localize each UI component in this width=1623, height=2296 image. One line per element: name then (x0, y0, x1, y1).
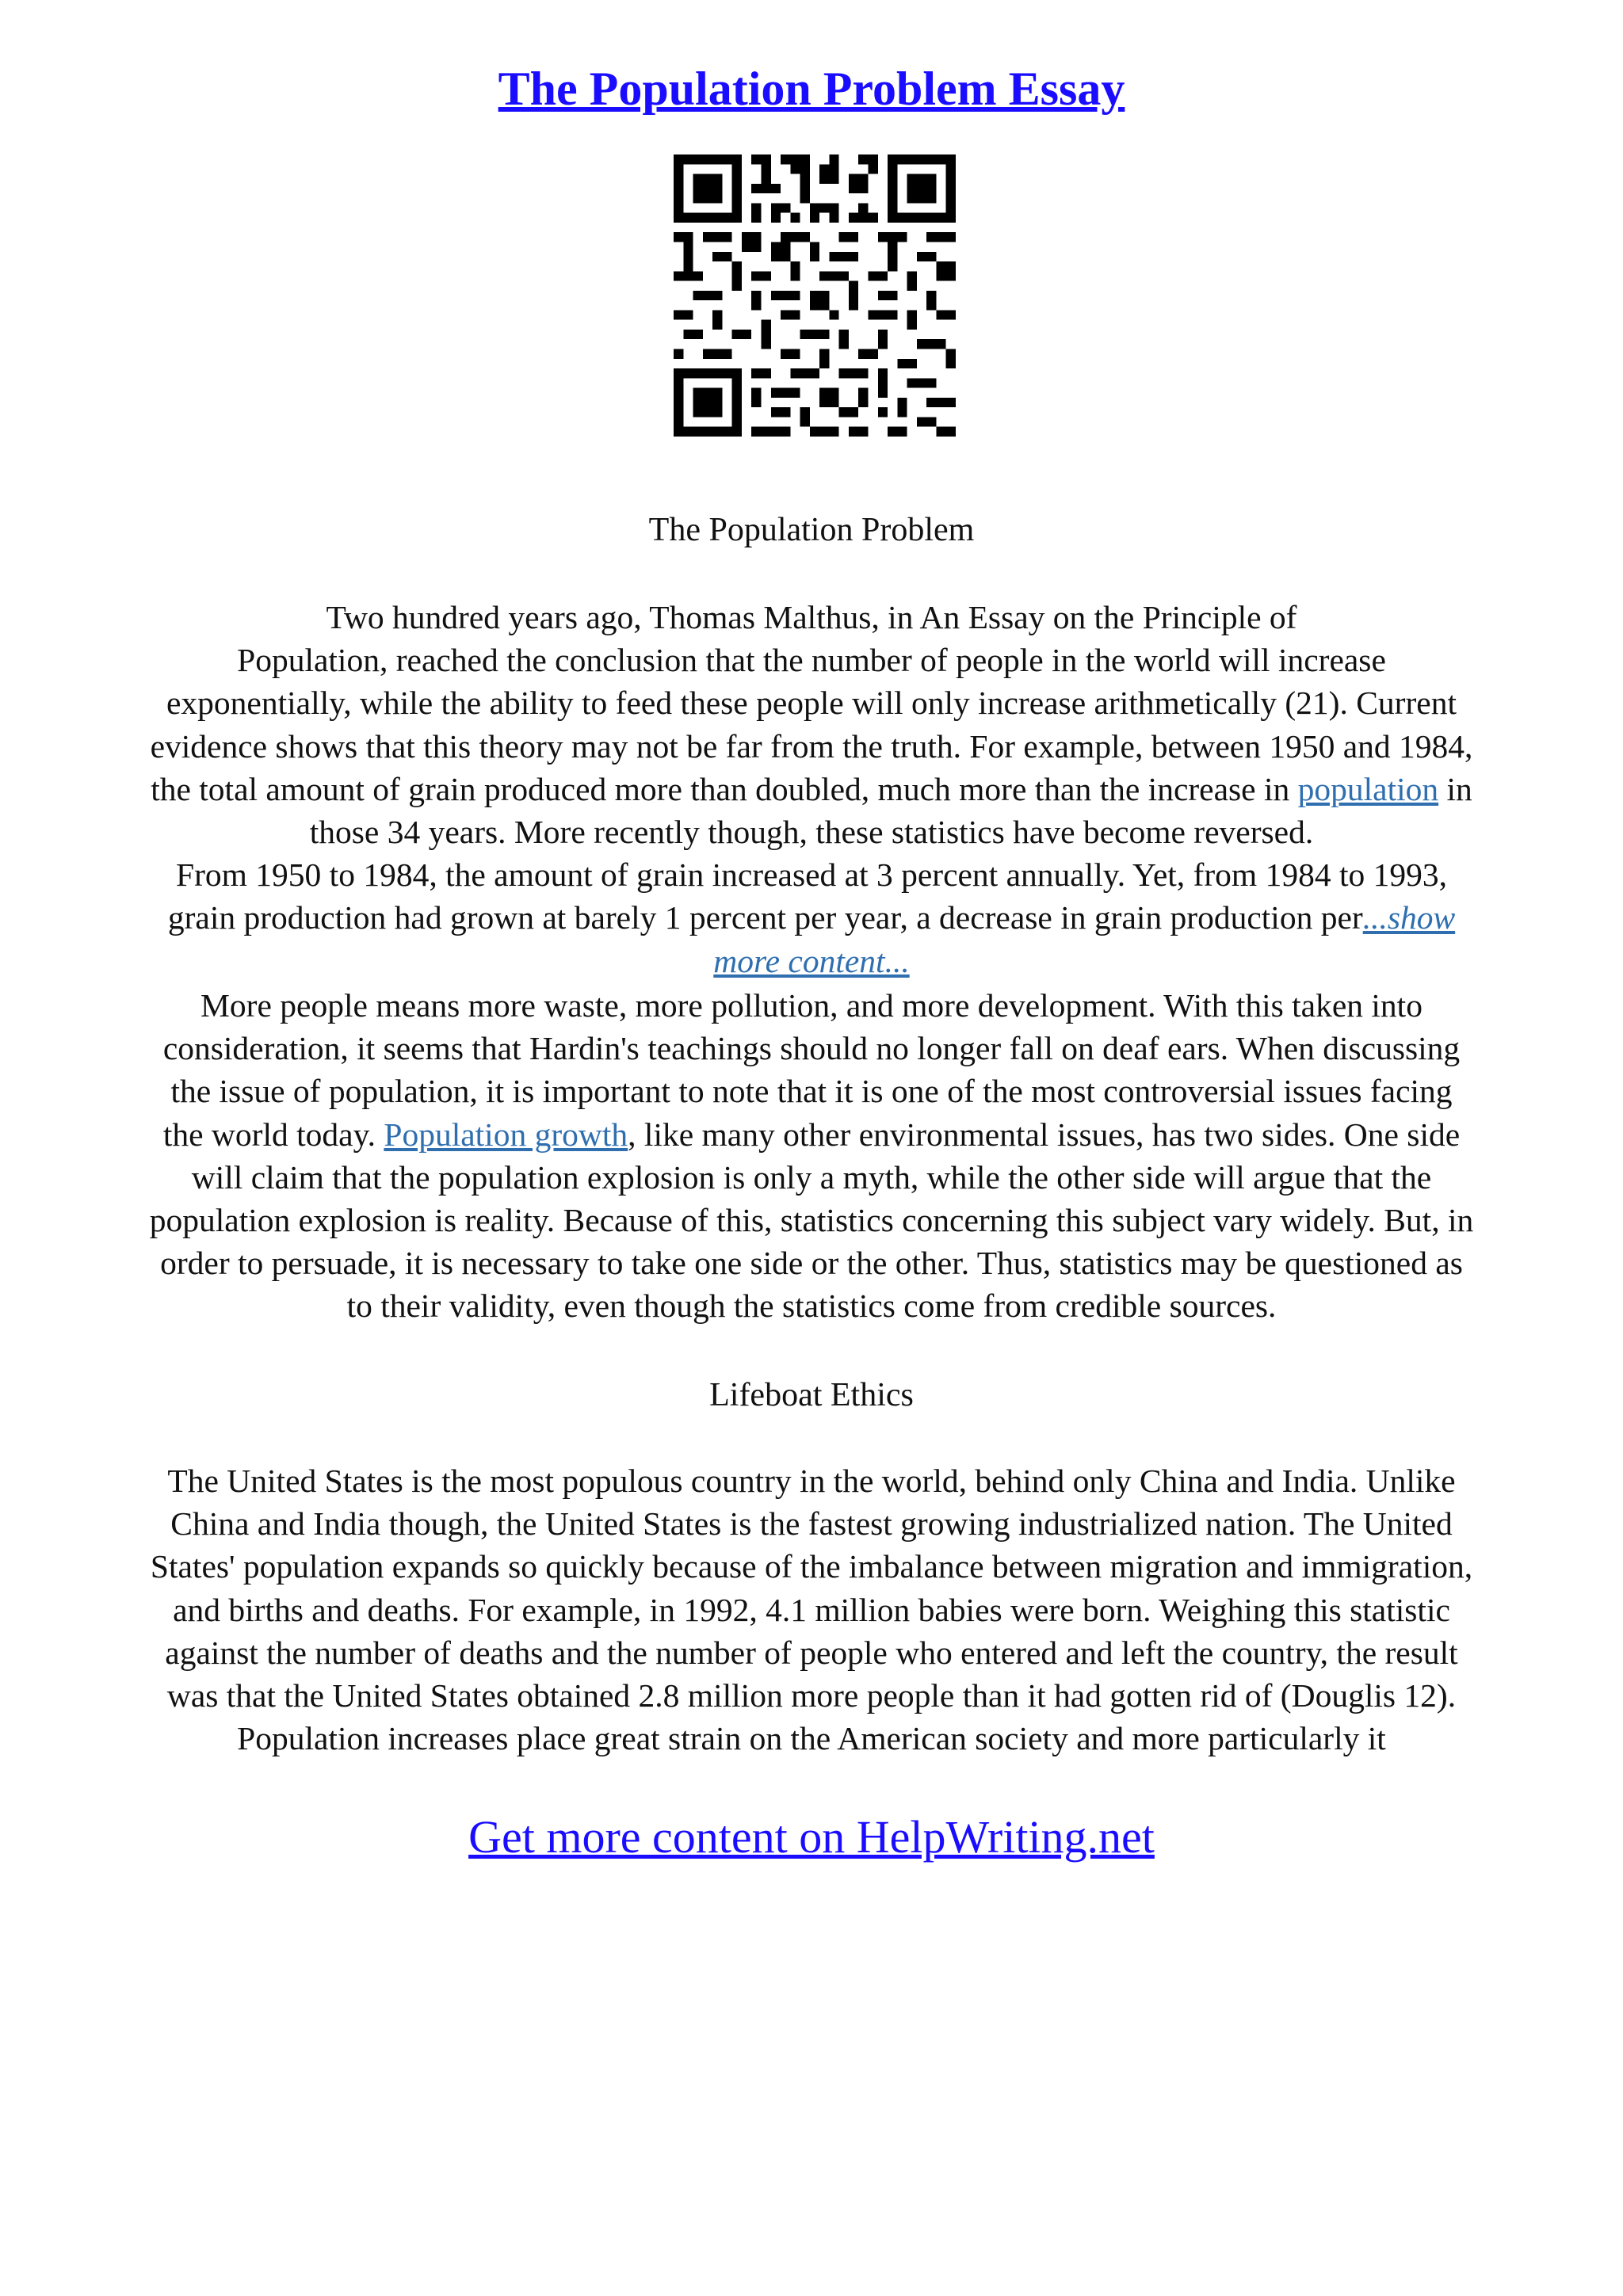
text-line: population explosion is reality. Because of this, statistics concerning this subject vary widely. But, in (149, 1202, 1474, 1239)
population-link[interactable]: population (1297, 770, 1439, 807)
text-line: Population, reached the conclusion that the number of people in the world will increase (237, 642, 1386, 679)
text-fragment: the total amount of grain produced more than doubled, much more than the increase in (151, 770, 1298, 807)
text-line (48, 1113, 1575, 1156)
text-line: will claim that the population explosion is only a myth, while the other side will argue that the (191, 1158, 1432, 1196)
text-line: Population increases place great strain on the American society and more particularly it (237, 1720, 1386, 1757)
document-title-link[interactable]: The Population Problem Essay (498, 63, 1125, 115)
text-line (48, 940, 1575, 982)
text-line: From 1950 to 1984, the amount of grain increased at 3 percent annually. Yet, from 1984 to 1993, (176, 856, 1447, 894)
paragraph-malthus (48, 596, 1575, 982)
text-line: order to persuade, it is necessary to take one side or the other. Thus, statistics may be questioned as (160, 1245, 1463, 1282)
text-line (48, 768, 1575, 810)
get-more-content-link[interactable]: Get more content on HelpWriting.net (468, 1811, 1155, 1863)
text-fragment: , like many other environmental issues, has two sides. One side (628, 1116, 1461, 1153)
text-line: The United States is the most populous country in the world, behind only China and India. Unlike (167, 1463, 1456, 1499)
text-line: More people means more waste, more pollution, and more development. With this taken into (200, 987, 1423, 1024)
text-line: consideration, it seems that Hardin's teachings should no longer fall on deaf ears. When discussing (162, 1030, 1461, 1067)
document-title (0, 57, 1623, 120)
text-line: to their validity, even though the statistics come from credible sources. (346, 1287, 1277, 1325)
text-fragment: in (1438, 770, 1472, 807)
text-line: States' population expands so quickly because of the imbalance between migration and immigration, (150, 1548, 1473, 1585)
text-fragment: the world today. (162, 1116, 384, 1153)
population-growth-link[interactable]: Population growth (384, 1116, 628, 1153)
text-line: those 34 years. More recently though, these statistics have become reversed. (309, 814, 1314, 851)
text-line: and births and deaths. For example, in 1992, 4.1 million babies were born. Weighing this statistic (173, 1591, 1450, 1628)
show-more-link[interactable]: ...show (1362, 899, 1456, 936)
qr-code-icon (674, 154, 956, 437)
paragraph-controversy (48, 984, 1575, 1328)
text-line: exponentially, while the ability to feed these people will only increase arithmetically (21). Current (166, 685, 1457, 722)
footer (0, 1808, 1623, 1867)
text-fragment: grain production had grown at barely 1 percent per year, a decrease in grain production per (167, 899, 1363, 936)
text-line: the issue of population, it is important to note that it is one of the most controversial issues facing (170, 1073, 1453, 1110)
text-line: Two hundred years ago, Thomas Malthus, in An Essay on the Principle of (326, 599, 1297, 635)
paragraph-united-states (48, 1459, 1575, 1760)
section-heading-population-problem: The Population Problem (648, 512, 975, 548)
show-more-link-continued[interactable]: more content... (713, 942, 910, 979)
text-line: China and India though, the United States is the fastest growing industrialized nation. The United (170, 1505, 1453, 1543)
section-heading-lifeboat-ethics: Lifeboat Ethics (709, 1377, 914, 1413)
text-line: was that the United States obtained 2.8 million more people than it had gotten rid of (Douglis 12). (166, 1677, 1457, 1714)
text-line: against the number of deaths and the number of people who entered and left the country, the result (165, 1634, 1458, 1671)
text-line: evidence shows that this theory may not be far from the truth. For example, between 1950 and 1984, (150, 727, 1473, 765)
text-line (48, 896, 1575, 939)
